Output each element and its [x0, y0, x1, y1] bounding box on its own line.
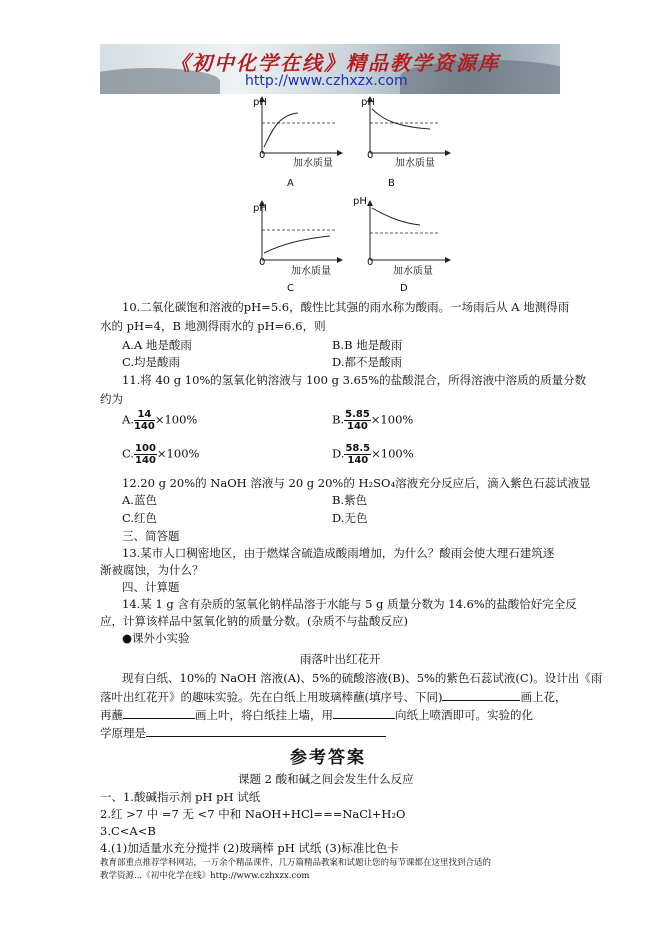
graph-a-origin: 0 [259, 150, 266, 161]
graph-a [262, 99, 340, 153]
graph-c-y-label: pH [253, 203, 267, 214]
section-3-heading: 三、简答题 [122, 529, 180, 543]
graph-d-origin: 0 [367, 257, 374, 268]
answer-blank[interactable] [442, 689, 520, 701]
graph-b-caption: B [388, 178, 395, 189]
fraction: $\frac{14}{140}$ [133, 409, 155, 432]
banner-title: 《初中化学在线》精品教学资源库 [170, 51, 500, 75]
graph-c-caption: C [287, 283, 294, 294]
graph-a-x-label: 加水质量 [293, 158, 333, 169]
experiment-line3: 再蘸 画上叶，将白纸挂上墙，用 向纸上喷洒即可。实验的化 [100, 708, 533, 722]
q12-option-a: A.蓝色 [122, 493, 157, 507]
answers-subtitle: 课题 2 酸和碱之间会发生什么反应 [238, 772, 414, 786]
header-banner [100, 44, 560, 94]
q12-option-b: B.紫色 [332, 493, 368, 507]
q10-option-c: C.均是酸雨 [122, 355, 181, 369]
q10-option-d: D.都不是酸雨 [332, 355, 402, 369]
q13-stem-line2: 渐被腐蚀，为什么？ [100, 563, 204, 577]
q11-stem-line2: 约为 [100, 392, 123, 406]
graph-b-x-label: 加水质量 [395, 158, 435, 169]
graph-b [370, 99, 448, 153]
experiment-line2: 落叶出红花开》的趣味实验。先在白纸上用玻璃棒蘸(填序号、下同) 画上花， [100, 690, 567, 704]
graph-b-origin: 0 [367, 150, 374, 161]
answer-blank[interactable] [123, 707, 195, 719]
answer-line2: 2.红 >7 中 =7 无 <7 中和 NaOH+HCl===NaCl+H₂O [100, 807, 406, 821]
graph-c-origin: 0 [259, 257, 266, 268]
graph-b-y-label: pH [361, 97, 375, 108]
q12-option-d: D.无色 [332, 511, 368, 525]
experiment-line4: 学原理是 [100, 725, 386, 741]
q13-stem-line1: 13.某市人口稠密地区，由于燃煤含硫造成酸雨增加，为什么？酸雨会使大理石建筑逐 [122, 546, 555, 560]
q12-stem: 12.20 g 20%的 NaOH 溶液与 20 g 20%的 H₂SO₄溶液充分反应后，滴入紫色石蕊试液显 [122, 476, 591, 490]
answer-blank[interactable] [333, 707, 395, 719]
q11-stem-line1: 11.将 40 g 10%的氢氧化钠溶液与 100 g 3.65%的盐酸混合，所得溶液中溶质的质量分数 [122, 373, 587, 387]
experiment-title: 雨落叶出红花开 [300, 652, 381, 666]
q14-stem-line2: 应，计算该样品中氢氧化钠的质量分数。(杂质不与盐酸反应) [100, 614, 408, 628]
q12-option-c: C.红色 [122, 511, 158, 525]
q10-stem-line2: 水的 pH=4，B 地测得雨水的 pH=6.6，则 [100, 319, 326, 333]
footer-line2: 教学资源...《初中化学在线》http://www.czhxzx.com [100, 871, 310, 881]
answer-line1: 一、1.酸碱指示剂 pH pH 试纸 [100, 790, 261, 804]
q11-option-d: D. $\frac{58.5}{140}$ ×100% [332, 443, 414, 466]
answer-blank[interactable] [146, 725, 386, 737]
graph-a-caption: A [287, 178, 294, 189]
q10-stem-line1: 10.二氧化碳饱和溶液的pH=5.6，酸性比其强的雨水称为酸雨。一场雨后从 A 地测得雨 [122, 300, 570, 314]
banner-url[interactable]: http://www.czhxzx.com [245, 73, 408, 89]
graph-d-y-label: pH [353, 196, 367, 207]
fraction: $\frac{5.85}{140}$ [345, 409, 370, 432]
experiment-heading: ●课外小实验 [122, 631, 190, 645]
graph-c-x-label: 加水质量 [291, 266, 331, 277]
fraction: $\frac{58.5}{140}$ [345, 443, 371, 466]
q11-option-c: C. $\frac{100}{140}$ ×100% [122, 443, 200, 466]
graph-a-y-label: pH [253, 97, 267, 108]
q10-option-a: A.A 地是酸雨 [122, 338, 192, 352]
answer-line3: 3.C<A<B [100, 824, 156, 838]
q10-option-b: B.B 地是酸雨 [332, 338, 403, 352]
graph-d-caption: D [400, 283, 408, 294]
graph-d-x-label: 加水质量 [393, 266, 433, 277]
q11-option-b: B. $\frac{5.85}{140}$ ×100% [332, 409, 414, 432]
q11-option-a: A. $\frac{14}{140}$ ×100% [122, 409, 198, 432]
experiment-line1: 现有白纸、10%的 NaOH 溶液(A)、5%的硫酸溶液(B)、5%的紫色石蕊试液(C)。设计出《雨 [122, 671, 603, 685]
footer-line1: 教育部重点推荐学科网站，一万余个精品课件，几万篇精品教案和试题让您的每节课都在这里找到合适的 [100, 858, 492, 868]
q14-stem-line1: 14.某 1 g 含有杂质的氢氧化钠样品溶于水能与 5 g 质量分数为 14.6%的盐酸恰好完全反 [122, 597, 577, 611]
graph-d [370, 203, 448, 260]
graph-c [262, 203, 340, 260]
answers-heading: 参考答案 [290, 748, 366, 768]
fraction: $\frac{100}{140}$ [135, 443, 156, 466]
answer-line4: 4.(1)加适量水充分搅拌 (2)玻璃棒 pH 试纸 (3)标准比色卡 [100, 841, 399, 855]
section-4-heading: 四、计算题 [122, 580, 180, 594]
